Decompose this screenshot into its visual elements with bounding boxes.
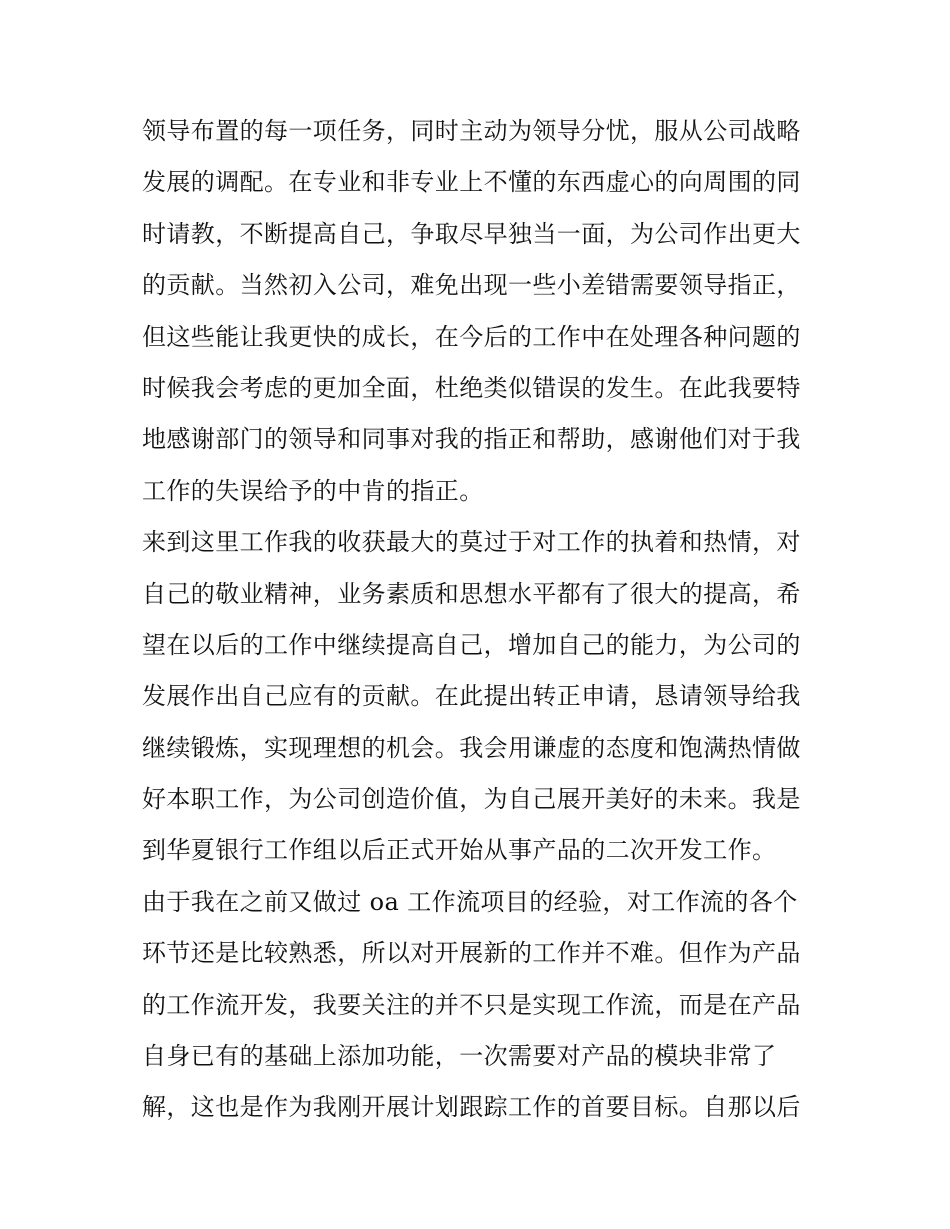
text-line: 自身已有的基础上添加功能，一次需要对产品的模块非常了	[142, 1042, 777, 1071]
text-line: 继续锻炼，实现理想的机会。我会用谦虚的态度和饱满热情做	[142, 733, 801, 762]
text-line: 的工作流开发，我要关注的并不只是实现工作流，而是在产品	[142, 990, 801, 1019]
text-line: 的贡献。当然初入公司，难免出现一些小差错需要领导指正，	[142, 271, 801, 300]
text-line: 地感谢部门的领导和同事对我的指正和帮助，感谢他们对于我	[142, 425, 801, 454]
text-line: 好本职工作，为公司创造价值，为自己展开美好的未来。我是	[142, 785, 801, 814]
text-line: 望在以后的工作中继续提高自己，增加自己的能力，为公司的	[142, 630, 801, 659]
document-text	[142, 106, 822, 1134]
text-line: 自己的敬业精神，业务素质和思想水平都有了很大的提高，希	[142, 579, 801, 608]
text-line: 解，这也是作为我刚开展计划跟踪工作的首要目标。自那以后	[142, 1093, 801, 1122]
text-line: 环节还是比较熟悉，所以对开展新的工作并不难。但作为产品	[142, 939, 801, 968]
text-line: 工作的失误给予的中肯的指正。	[142, 476, 484, 505]
text-line: 发展的调配。在专业和非专业上不懂的东西虚心的向周围的同	[142, 168, 801, 197]
text-line: 由于我在之前又做过 oa 工作流项目的经验，对工作流的各个	[142, 887, 798, 916]
text-line: 到华夏银行工作组以后正式开始从事产品的二次开发工作。	[142, 836, 777, 865]
text-line: 但这些能让我更快的成长，在今后的工作中在处理各种问题的	[142, 322, 801, 351]
text-line: 领导布置的每一项任务，同时主动为领导分忧，服从公司战略	[142, 117, 801, 145]
text-line: 时候我会考虑的更加全面，杜绝类似错误的发生。在此我要特	[142, 373, 801, 402]
text-line: 来到这里工作我的收获最大的莫过于对工作的执着和热情，对	[142, 528, 801, 557]
text-line: 发展作出自己应有的贡献。在此提出转正申请，恳请领导给我	[142, 682, 801, 711]
text-line: 时请教，不断提高自己，争取尽早独当一面，为公司作出更大	[142, 219, 801, 248]
